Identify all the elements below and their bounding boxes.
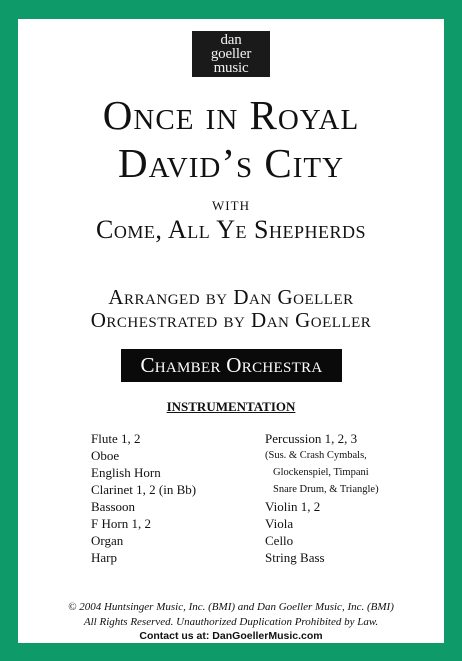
instrument-item: Organ (91, 533, 124, 548)
instrument-item: Clarinet 1, 2 (in Bb) (91, 482, 197, 497)
copyright-notice: © 2004 Huntsinger Music, Inc. (BMI) and Dan Goeller Music, Inc. (BMI) (68, 601, 394, 613)
cover-page (18, 19, 444, 643)
contact-link[interactable]: Contact us at: DanGoellerMusic.com (139, 630, 323, 642)
instrument-note: Snare Drum, & Triangle) (273, 484, 379, 495)
instrument-item: F Horn 1, 2 (91, 516, 151, 531)
publisher-logo (192, 31, 270, 77)
instrument-item: Percussion 1, 2, 3 (265, 431, 358, 446)
instrument-list-right (265, 430, 379, 566)
title-line-1: Once in Royal (102, 92, 360, 138)
instrument-item: String Bass (265, 550, 325, 565)
instrument-list-left (91, 430, 196, 566)
subtitle: Come, All Ye Shepherds (96, 215, 366, 244)
instrument-note: (Sus. & Crash Cymbals, (265, 450, 367, 461)
orchestrator-credit: Orchestrated by Dan Goeller (90, 308, 372, 332)
instrument-item: Oboe (91, 448, 120, 463)
instrumentation-heading: INSTRUMENTATION (166, 399, 296, 414)
with-text: with (212, 194, 250, 215)
instrument-item: Cello (265, 533, 294, 548)
logo-line-1: dan (220, 32, 242, 48)
instrument-note: Glockenspiel, Timpani (273, 467, 369, 478)
rights-notice: All Rights Reserved. Unauthorized Duplication Prohibited by Law. (83, 616, 379, 628)
instrument-item: Viola (265, 516, 294, 531)
instrument-item: Bassoon (91, 499, 136, 514)
title-line-2: David’s City (117, 140, 345, 186)
arranger-credit: Arranged by Dan Goeller (108, 285, 354, 309)
instrument-item: Harp (91, 550, 117, 565)
instrument-item: Violin 1, 2 (265, 499, 321, 514)
logo-line-3: music (213, 60, 249, 76)
instrument-item: Flute 1, 2 (91, 431, 141, 446)
ensemble-banner: Chamber Orchestra (121, 349, 342, 382)
instrument-item: English Horn (91, 465, 161, 480)
logo-line-2: goeller (210, 46, 252, 62)
